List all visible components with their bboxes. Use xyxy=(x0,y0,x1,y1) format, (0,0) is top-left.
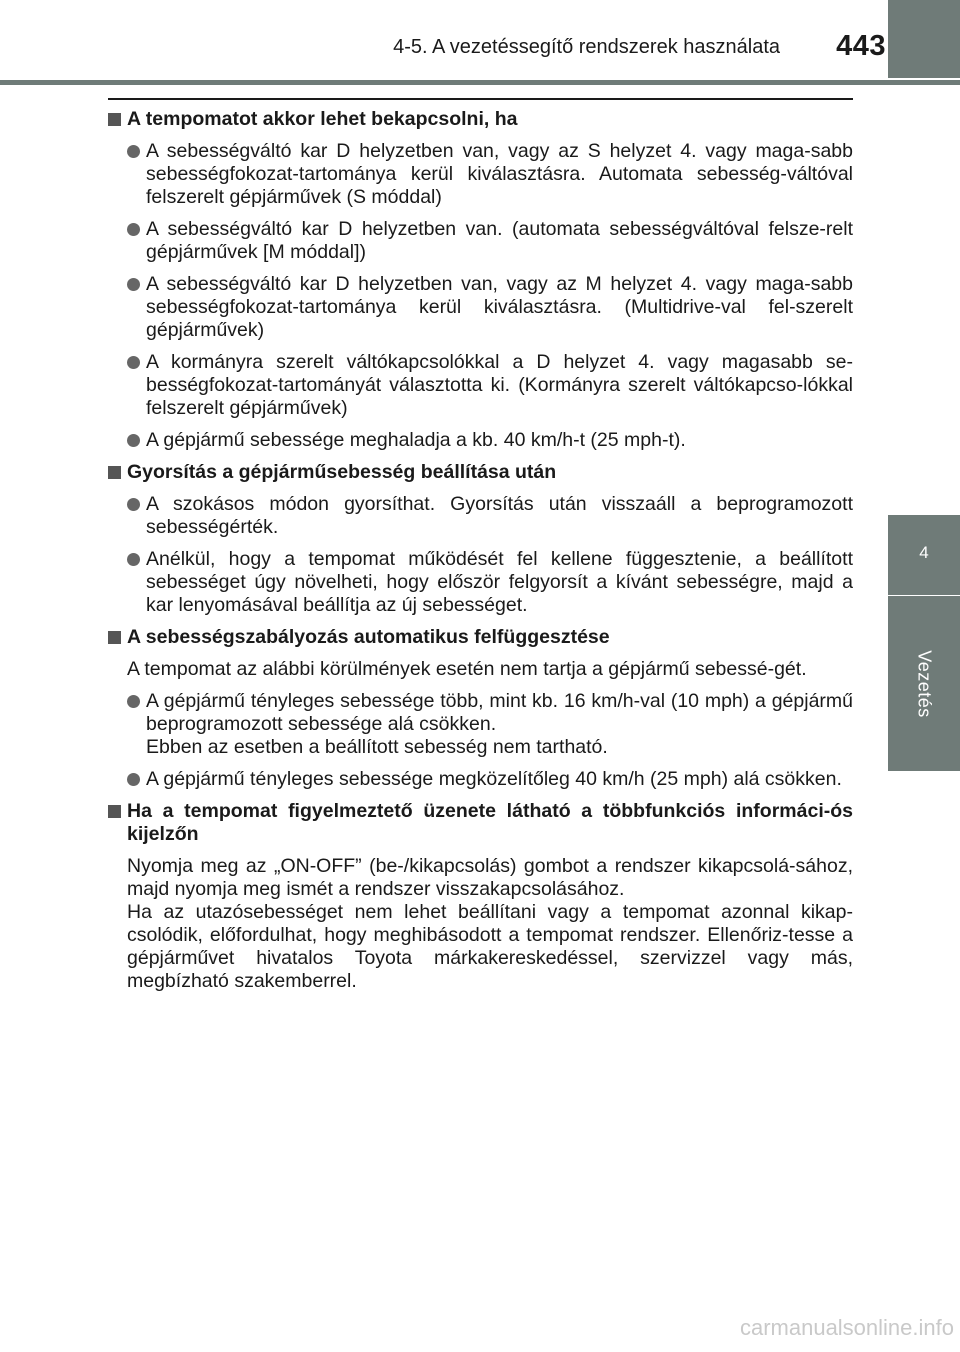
section-heading-text: A sebességszabályozás automatikus felfüggesztése xyxy=(127,626,610,648)
header-divider xyxy=(0,80,960,85)
list-item xyxy=(127,429,853,452)
list-item xyxy=(127,548,853,617)
running-header: 4-5. A vezetéssegítő rendszerek használata xyxy=(393,36,780,58)
list-item-text: A sebességváltó kar D helyzetben van, vagy az S helyzet 4. vagy maga-sabb sebességfokozat-tartománya kerül kiválasztásra. Automata sebesség-váltóval felszerelt gépjárművek (S móddal) xyxy=(146,140,853,208)
list-item xyxy=(127,690,853,759)
list-item-text: A gépjármű tényleges sebessége több, mint kb. 16 km/h-val (10 mph) a gépjármű beprogramozott sebessége alá csökken. Ebben az esetben a beállított sebesség nem tartható. xyxy=(146,690,853,758)
square-bullet-icon xyxy=(108,466,121,479)
round-bullet-icon xyxy=(127,145,140,158)
list-item-text: A kormányra szerelt váltókapcsolókkal a D helyzet 4. vagy magasabb se-bességfokozat-tartományát választotta ki. (Kormányra szerelt váltókapcso-lókkal felszerelt gépjárművek) xyxy=(146,351,853,419)
list-item xyxy=(127,218,853,264)
list-item xyxy=(127,493,853,539)
section-heading xyxy=(108,461,853,484)
round-bullet-icon xyxy=(127,278,140,291)
round-bullet-icon xyxy=(127,434,140,447)
section-heading-text: Ha a tempomat figyelmeztető üzenete látható a többfunkciós informáci-ós kijelzőn xyxy=(127,800,853,845)
round-bullet-icon xyxy=(127,498,140,511)
chapter-label: Vezetés xyxy=(914,650,935,718)
round-bullet-icon xyxy=(127,695,140,708)
square-bullet-icon xyxy=(108,631,121,644)
square-bullet-icon xyxy=(108,805,121,818)
watermark: carmanualsonline.info xyxy=(739,1315,954,1340)
list-item-text: A sebességváltó kar D helyzetben van. (automata sebességváltóval felsze-relt gépjárművek [M móddal]) xyxy=(146,218,853,263)
list-item xyxy=(127,351,853,420)
section-heading xyxy=(108,108,853,131)
list-item-text: A gépjármű tényleges sebessége megközelítőleg 40 km/h (25 mph) alá csökken. xyxy=(146,768,842,790)
chapter-label-tab xyxy=(888,596,960,771)
chapter-number-tab xyxy=(888,515,960,595)
page-number: 443 xyxy=(836,30,886,62)
round-bullet-icon xyxy=(127,356,140,369)
square-bullet-icon xyxy=(108,113,121,126)
list-item xyxy=(127,140,853,209)
page-content xyxy=(108,108,853,1002)
chapter-number: 4 xyxy=(919,543,929,562)
section-heading-text: A tempomatot akkor lehet bekapcsolni, ha xyxy=(127,108,518,130)
chapter-tab-top xyxy=(888,0,960,78)
section-body: Nyomja meg az „ON-OFF” (be-/kikapcsolás) gombot a rendszer kikapcsolá-sához, majd nyomja meg ismét a rendszer visszakapcsolásához. Ha az utazósebességet nem lehet beállítani vagy a tempomat azonnal kikap-csolódik, előfordulhat, hogy meghibásodott a tempomat rendszer. Ellenőriz-tesse a gépjárművet hivatalos Toyota márkakereskedéssel, szervizzel vagy más, megbízható szakemberrel. xyxy=(127,855,853,992)
section-heading-text: Gyorsítás a gépjárműsebesség beállítása után xyxy=(127,461,557,483)
list-item-text: A gépjármű sebessége meghaladja a kb. 40 km/h-t (25 mph-t). xyxy=(146,429,686,451)
section-heading xyxy=(108,626,853,649)
list-item-text: Anélkül, hogy a tempomat működését fel kellene függesztenie, a beállított sebességet úgy növelheti, hogy először felgyorsít a kívánt sebességre, majd a kar lenyomásával beállítja az új sebességet. xyxy=(146,548,853,616)
list-item-text: A sebességváltó kar D helyzetben van, vagy az M helyzet 4. vagy maga-sabb sebességfokozat-tartománya kerül kiválasztásra. (Multidrive-val fel-szerelt gépjárművek) xyxy=(146,273,853,341)
section-intro: A tempomat az alábbi körülmények esetén nem tartja a gépjármű sebessé-gét. xyxy=(127,658,807,680)
round-bullet-icon xyxy=(127,773,140,786)
list-item xyxy=(127,273,853,342)
list-item-text: A szokásos módon gyorsíthat. Gyorsítás után visszaáll a beprogramozott sebességérték. xyxy=(146,493,853,538)
round-bullet-icon xyxy=(127,223,140,236)
round-bullet-icon xyxy=(127,553,140,566)
content-top-rule xyxy=(108,98,853,100)
list-item xyxy=(127,768,853,791)
section-heading xyxy=(108,800,853,846)
